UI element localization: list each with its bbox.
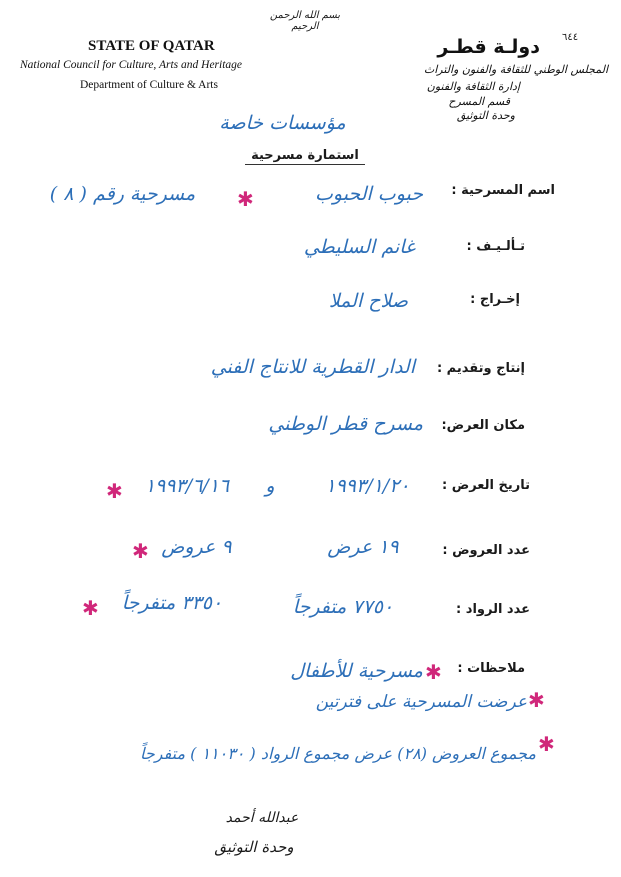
- attendance-value-2: ٣٣٥٠ متفرجاً: [121, 592, 223, 614]
- star-mark: ✱: [82, 596, 99, 620]
- corner-mark: ٦٤٤: [562, 32, 579, 43]
- council-name-en: National Council for Culture, Arts and Heritage: [20, 59, 243, 71]
- play-name-label: اسم المسرحية :: [451, 183, 555, 198]
- notes-label: ملاحظات :: [457, 661, 525, 676]
- author-label: تـألـيـف :: [466, 239, 525, 254]
- department-name-en: Department of Culture & Arts: [80, 79, 218, 91]
- show-date-value-1: ١٩٩٣/١/٢٠: [325, 475, 410, 497]
- signature-name: عبدالله أحمد: [225, 810, 299, 826]
- form-title: استمارة مسرحية: [245, 148, 365, 165]
- director-value: صلاح الملا: [328, 290, 408, 312]
- venue-label: مكان العرض:: [441, 418, 525, 433]
- show-count-value-2: ٩ عروض: [161, 536, 232, 558]
- venue-value: مسرح قطر الوطني: [268, 413, 423, 435]
- production-label: إنتاج وتقديم :: [436, 361, 525, 376]
- notes-line-2: عرضت المسرحية على فترتين: [315, 692, 527, 712]
- form-category: مؤسسات خاصة: [219, 112, 346, 134]
- star-mark: ✱: [106, 479, 123, 503]
- show-count-label: عدد العروض :: [442, 543, 530, 558]
- state-title-en: STATE OF QATAR: [88, 38, 215, 54]
- star-mark: ✱: [538, 732, 555, 756]
- play-name-value: حبوب الحبوب: [315, 183, 423, 205]
- department-name-ar: إدارة الثقافة والفنون: [426, 80, 520, 93]
- show-count-value-1: ١٩ عرض: [327, 536, 399, 558]
- unit-name-ar: وحدة التوثيق: [456, 109, 515, 122]
- star-mark: ✱: [132, 539, 149, 563]
- attendance-label: عدد الرواد :: [456, 602, 530, 617]
- section-name-ar: قسم المسرح: [448, 95, 510, 108]
- star-mark: ✱: [237, 187, 254, 211]
- attendance-value-1: ٧٧٥٠ متفرجاً: [292, 596, 394, 618]
- notes-line-3: مجموع العروض (٢٨) عرض مجموع الرواد ( ١١٠٣٠ ) متفرجاً: [139, 744, 536, 763]
- council-name-ar: المجلس الوطني للثقافة والفنون والتراث: [423, 63, 608, 76]
- star-mark: ✱: [425, 660, 442, 684]
- production-value: الدار القطرية للانتاج الفني: [210, 356, 415, 378]
- star-mark: ✱: [528, 688, 545, 712]
- show-date-value-2: ١٩٩٣/٦/١٦: [144, 475, 230, 497]
- signature-unit: وحدة التوثيق: [214, 838, 294, 856]
- show-date-label: تاريخ العرض :: [442, 478, 530, 493]
- show-date-connector: و: [265, 475, 275, 497]
- play-number: مسرحية رقم ( ٨ ): [49, 183, 196, 205]
- author-value: غانم السليطي: [303, 236, 415, 258]
- notes-line-1: مسرحية للأطفال: [290, 660, 423, 682]
- basmala: بسم الله الرحمن الرحيم: [269, 10, 341, 32]
- director-label: إخـراج :: [470, 292, 520, 307]
- state-title-ar: دولـة قطـر: [437, 36, 540, 58]
